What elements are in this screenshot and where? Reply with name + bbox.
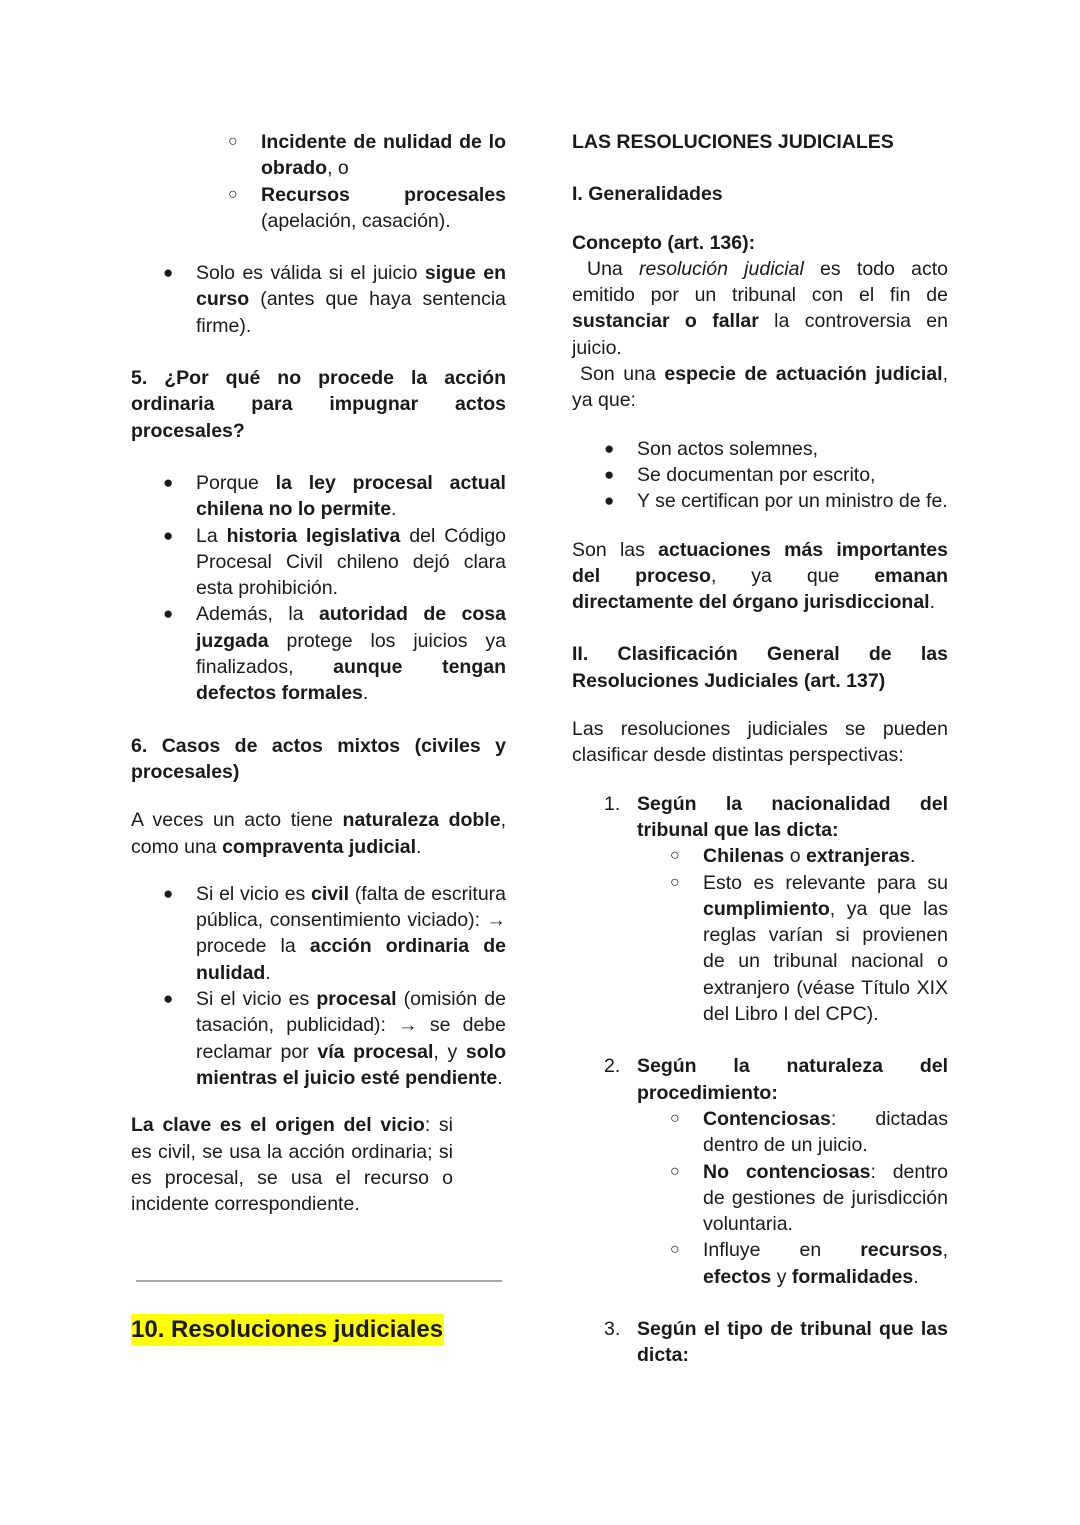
- text: .: [416, 835, 422, 858]
- item-bold: Chilenas: [703, 845, 785, 868]
- text: , ya que: [710, 564, 875, 587]
- list-item: [163, 881, 506, 986]
- text: Una: [587, 257, 640, 280]
- item-bold: autoridad de cosa juzgada: [196, 603, 506, 652]
- item-heading: Según la naturaleza del procedimiento:: [637, 1055, 948, 1104]
- item-bold: civil: [311, 882, 349, 905]
- item-text: Son actos solemnes,: [637, 437, 819, 460]
- item-text: Y se certifican por un ministro de fe.: [637, 490, 948, 513]
- item-number: 1.: [604, 792, 621, 815]
- hollow-bullet-icon: ○: [670, 1109, 680, 1127]
- question-5-heading: [131, 365, 506, 444]
- item-text: .: [910, 845, 916, 868]
- item-heading: Según la nacionalidad del tribunal que las dicta:: [637, 792, 948, 841]
- text: , ya que:: [572, 363, 948, 412]
- item-bold: formalidades: [791, 1265, 914, 1288]
- item-bold: aunque tengan defectos formales: [196, 656, 506, 705]
- list-item: [670, 1106, 948, 1159]
- heading-text: 5. ¿Por qué no procede la acción ordinaria para impugnar actos procesales?: [131, 367, 506, 442]
- left-column: [131, 129, 506, 1217]
- bullet-icon: ●: [163, 525, 174, 545]
- heading-text: II. Clasificación General de las Resoluciones Judiciales (art. 137): [572, 643, 948, 692]
- list-item: [670, 1237, 948, 1290]
- q6-intro: [131, 807, 506, 860]
- numbered-item: [604, 791, 948, 844]
- item-text: ,: [942, 1239, 948, 1262]
- item-text: (falta de escritura pública, consentimiento viciado): → procede la: [196, 882, 506, 958]
- bold-text: sustanciar o fallar: [572, 310, 759, 333]
- list-item: [228, 182, 506, 235]
- question-6-heading: [131, 733, 506, 786]
- list-item: [670, 870, 948, 1028]
- item-text: , o: [327, 157, 349, 180]
- list-item: [604, 436, 948, 462]
- item-bold: Incidente de nulidad de lo obrado: [261, 131, 506, 180]
- item-bold: cumplimiento: [703, 897, 830, 920]
- item-bold: solo mientras el juicio esté pendiente: [196, 1040, 507, 1089]
- horizontal-divider: [136, 1280, 502, 1282]
- importance-text: [572, 537, 948, 616]
- list-item: [670, 1159, 948, 1238]
- heading-text: 6. Casos de actos mixtos (civiles y procesales): [131, 734, 506, 783]
- list-item: [163, 601, 506, 706]
- heading-text: Concepto (art. 136):: [572, 231, 756, 254]
- bold-text: emanan directamente del órgano jurisdiccional: [572, 564, 948, 614]
- key-note: [131, 1112, 453, 1217]
- concept-heading: [572, 230, 948, 256]
- item-heading: Según el tipo de tribunal que las dicta:: [637, 1317, 948, 1367]
- item-text: protege los juicios ya finalizados,: [196, 629, 506, 679]
- item-bold: la ley procesal actual chilena no lo permite: [196, 471, 506, 521]
- text: Son una: [580, 363, 665, 386]
- bullet-icon: ●: [604, 491, 615, 511]
- hollow-bullet-icon: ○: [670, 1162, 680, 1180]
- species-text: [572, 361, 948, 414]
- item-text: , y: [433, 1040, 466, 1063]
- concept-text: [572, 256, 948, 361]
- bullet-icon: ●: [163, 263, 174, 283]
- document-title: [572, 129, 948, 155]
- item-text: del Código Procesal Civil chileno dejó clara esta prohibición.: [196, 524, 507, 600]
- section-heading-highlighted: 10. Resoluciones judiciales: [131, 1314, 444, 1346]
- item-bold: extranjeras: [805, 845, 911, 868]
- list-item: [604, 462, 948, 488]
- bullet-icon: ●: [163, 472, 174, 492]
- item-text: (omisión de tasación, publicidad): → se debe reclamar por: [196, 988, 506, 1063]
- item-text: (antes que haya sentencia firme).: [196, 288, 506, 337]
- section-1-heading: [572, 181, 948, 207]
- item-text: , ya que las reglas varían si provienen de un tribunal nacional o extranjero (véase Título XIX del Libro I del CPC).: [703, 897, 948, 1026]
- item-text: Porque: [196, 471, 276, 494]
- item-text: o: [784, 845, 806, 868]
- bullet-icon: ●: [163, 989, 174, 1009]
- item-text: .: [265, 961, 271, 984]
- list-item: [163, 260, 506, 339]
- item-text: Se documentan por escrito,: [637, 463, 876, 486]
- item-number: 3.: [604, 1317, 621, 1340]
- item-text: .: [362, 682, 369, 705]
- bullet-icon: ●: [604, 464, 615, 484]
- item-bold: sigue en curso: [196, 262, 506, 311]
- item-bold: recursos: [860, 1239, 943, 1262]
- item-text: Esto es relevante para su: [703, 871, 948, 894]
- numbered-item: [604, 1053, 948, 1106]
- italic-text: resolución judicial: [639, 257, 804, 280]
- item-bold: procesal: [316, 988, 397, 1011]
- item-text: .: [913, 1265, 919, 1288]
- bullet-icon: ●: [163, 604, 174, 624]
- hollow-bullet-icon: ○: [228, 133, 238, 150]
- hollow-bullet-icon: ○: [670, 847, 680, 865]
- bold-text: naturaleza doble: [342, 809, 501, 832]
- item-bold: vía procesal: [317, 1040, 434, 1063]
- list-item: [604, 488, 948, 514]
- list-item: [163, 986, 507, 1091]
- text: .: [929, 591, 936, 614]
- hollow-bullet-icon: ○: [228, 185, 238, 203]
- item-text: : dictadas dentro de un juicio.: [703, 1107, 948, 1157]
- section-2-heading: [572, 641, 948, 694]
- bold-text: La clave es el origen del vicio: [131, 1114, 425, 1137]
- text: : si es civil, se usa la acción ordinaria; si es procesal, se usa el recurso o incidente correspondiente.: [131, 1114, 453, 1216]
- item-text: Si el vicio es: [196, 988, 317, 1011]
- text: Son las: [572, 538, 659, 561]
- item-text: La: [196, 524, 227, 547]
- bold-text: especie de actuación judicial: [664, 363, 943, 386]
- item-text: : dentro de gestiones de jurisdicción voluntaria.: [703, 1160, 948, 1236]
- hollow-bullet-icon: ○: [670, 873, 680, 891]
- bullet-icon: ●: [604, 438, 615, 458]
- item-bold: Contenciosas: [703, 1107, 831, 1130]
- item-text: Solo es válida si el juicio: [196, 262, 425, 285]
- bold-text: actuaciones más importantes del proceso: [572, 538, 948, 587]
- item-text: Además, la: [196, 603, 320, 626]
- list-item: [163, 470, 506, 523]
- item-text: Si el vicio es: [196, 882, 312, 905]
- list-item: [670, 843, 948, 869]
- item-bold: efectos: [703, 1265, 772, 1288]
- text: A veces un acto tiene: [131, 809, 343, 832]
- item-bold: No contenciosas: [703, 1160, 871, 1183]
- item-number: 2.: [604, 1055, 621, 1078]
- classification-intro: Las resoluciones judiciales se pueden clasificar desde distintas perspectivas:: [572, 718, 948, 767]
- item-text: (apelación, casación).: [261, 209, 451, 232]
- title-text: LAS RESOLUCIONES JUDICIALES: [572, 131, 894, 153]
- item-text: .: [391, 498, 397, 521]
- right-column: [572, 129, 948, 1369]
- bold-text: compraventa judicial: [222, 835, 417, 858]
- item-bold: acción ordinaria de nulidad: [196, 935, 506, 984]
- bullet-icon: ●: [163, 883, 174, 903]
- heading-text: I. Generalidades: [572, 183, 723, 206]
- text: , como una: [131, 809, 506, 858]
- list-item: [228, 129, 506, 182]
- text: la controversia en juicio.: [572, 310, 948, 359]
- item-text: y: [771, 1265, 792, 1288]
- hollow-bullet-icon: ○: [670, 1241, 680, 1259]
- list-item: [163, 523, 507, 602]
- item-text: .: [497, 1066, 503, 1089]
- item-bold: Recursos procesales: [261, 183, 506, 206]
- item-bold: historia legislativa: [226, 524, 401, 547]
- text: es todo acto emitido por un tribunal con el fin de: [572, 257, 948, 307]
- numbered-item: [604, 1316, 948, 1369]
- item-text: Influye en: [703, 1239, 861, 1262]
